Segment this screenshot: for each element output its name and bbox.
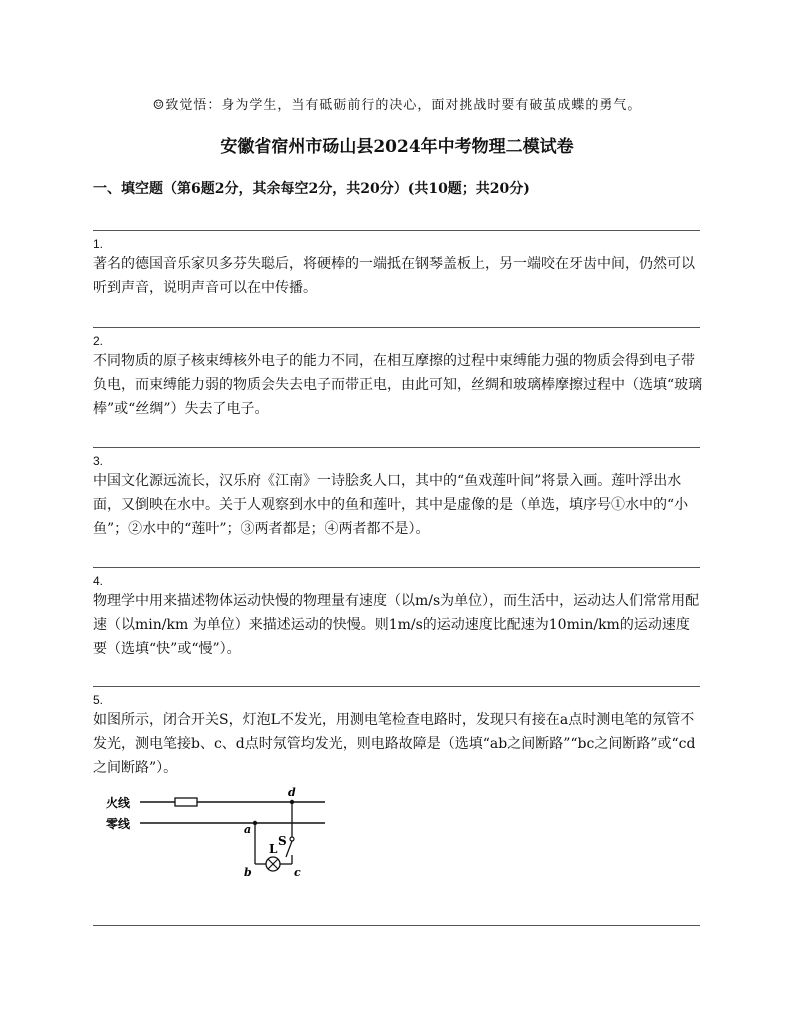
motto: ☺致觉悟：身为学生，当有砥砺前行的决心，面对挑战时要有破茧成蝶的勇气。 [152, 98, 642, 113]
divider [93, 686, 700, 687]
question-1 [93, 236, 703, 300]
question-number: 5. [93, 693, 104, 707]
divider [93, 327, 700, 328]
page-title: 安徽省宿州市砀山县2024年中考物理二模试卷 [220, 137, 574, 157]
point-b-label: b [244, 866, 252, 879]
question-text: 物理学中用来描述物体运动快慢的物理量有速度（以m/s为单位），而生活中，运动达人们常常用配速（以min/km 为单位）来描述运动的快慢。则1m/s的运动速度比配速为10min/km的运动速度要（选填“快”或“慢”）。 [93, 593, 700, 657]
question-4 [93, 573, 703, 661]
circuit-diagram [100, 785, 340, 885]
question-number: 3. [93, 454, 104, 468]
question-5 [93, 692, 703, 780]
point-a-label: a [244, 823, 252, 836]
neutral-wire-label: 零线 [106, 817, 131, 831]
question-text: 著名的德国音乐家贝多芬失聪后，将硬棒的一端抵在钢琴盖板上，另一端咬在牙齿中间，仍然可以听到声音，说明声音可以在中传播。 [93, 256, 695, 296]
question-3 [93, 453, 703, 541]
question-text: 如图所示，闭合开关S，灯泡L不发光，用测电笔检查电路时，发现只有接在a点时测电笔的氖管不发光，测电笔接b、c、d点时氖管均发光，则电路故障是（选填“ab之间断路”“bc之间断路”或“cd之间断路”）。 [93, 712, 696, 776]
divider [93, 447, 700, 448]
point-c-label: c [294, 866, 301, 879]
question-number: 4. [93, 574, 104, 588]
point-d-label: d [288, 786, 296, 799]
divider [93, 925, 700, 926]
fuse [175, 798, 197, 806]
switch-blade [286, 841, 292, 857]
question-number: 1. [93, 237, 104, 251]
junction-d [290, 800, 294, 804]
question-2 [93, 333, 703, 421]
section-heading: 一、填空题（第6题2分，其余每空2分，共20分）(共10题；共20分) [93, 181, 530, 197]
live-wire-label: 火线 [106, 796, 131, 810]
question-number: 2. [93, 334, 104, 348]
divider [93, 230, 700, 231]
lamp-label: L [269, 842, 278, 856]
divider [93, 567, 700, 568]
switch-contact [290, 837, 294, 841]
question-text: 中国文化源远流长，汉乐府《江南》一诗脍炙人口，其中的“鱼戏莲叶间”将景入画。莲叶浮出水面，又倒映在水中。关于人观察到水中的鱼和莲叶，其中是虚像的是（单选，填序号①水中的“小鱼”；②水中的“莲叶”；③两者都是；④两者都不是）。 [93, 473, 689, 537]
question-text: 不同物质的原子核束缚核外电子的能力不同，在相互摩擦的过程中束缚能力强的物质会得到电子带负电，而束缚能力弱的物质会失去电子而带正电，由此可知，丝绸和玻璃棒摩擦过程中（选填“玻璃棒”或“丝绸”）失去了电子。 [93, 353, 703, 417]
switch-label: S [278, 834, 287, 848]
